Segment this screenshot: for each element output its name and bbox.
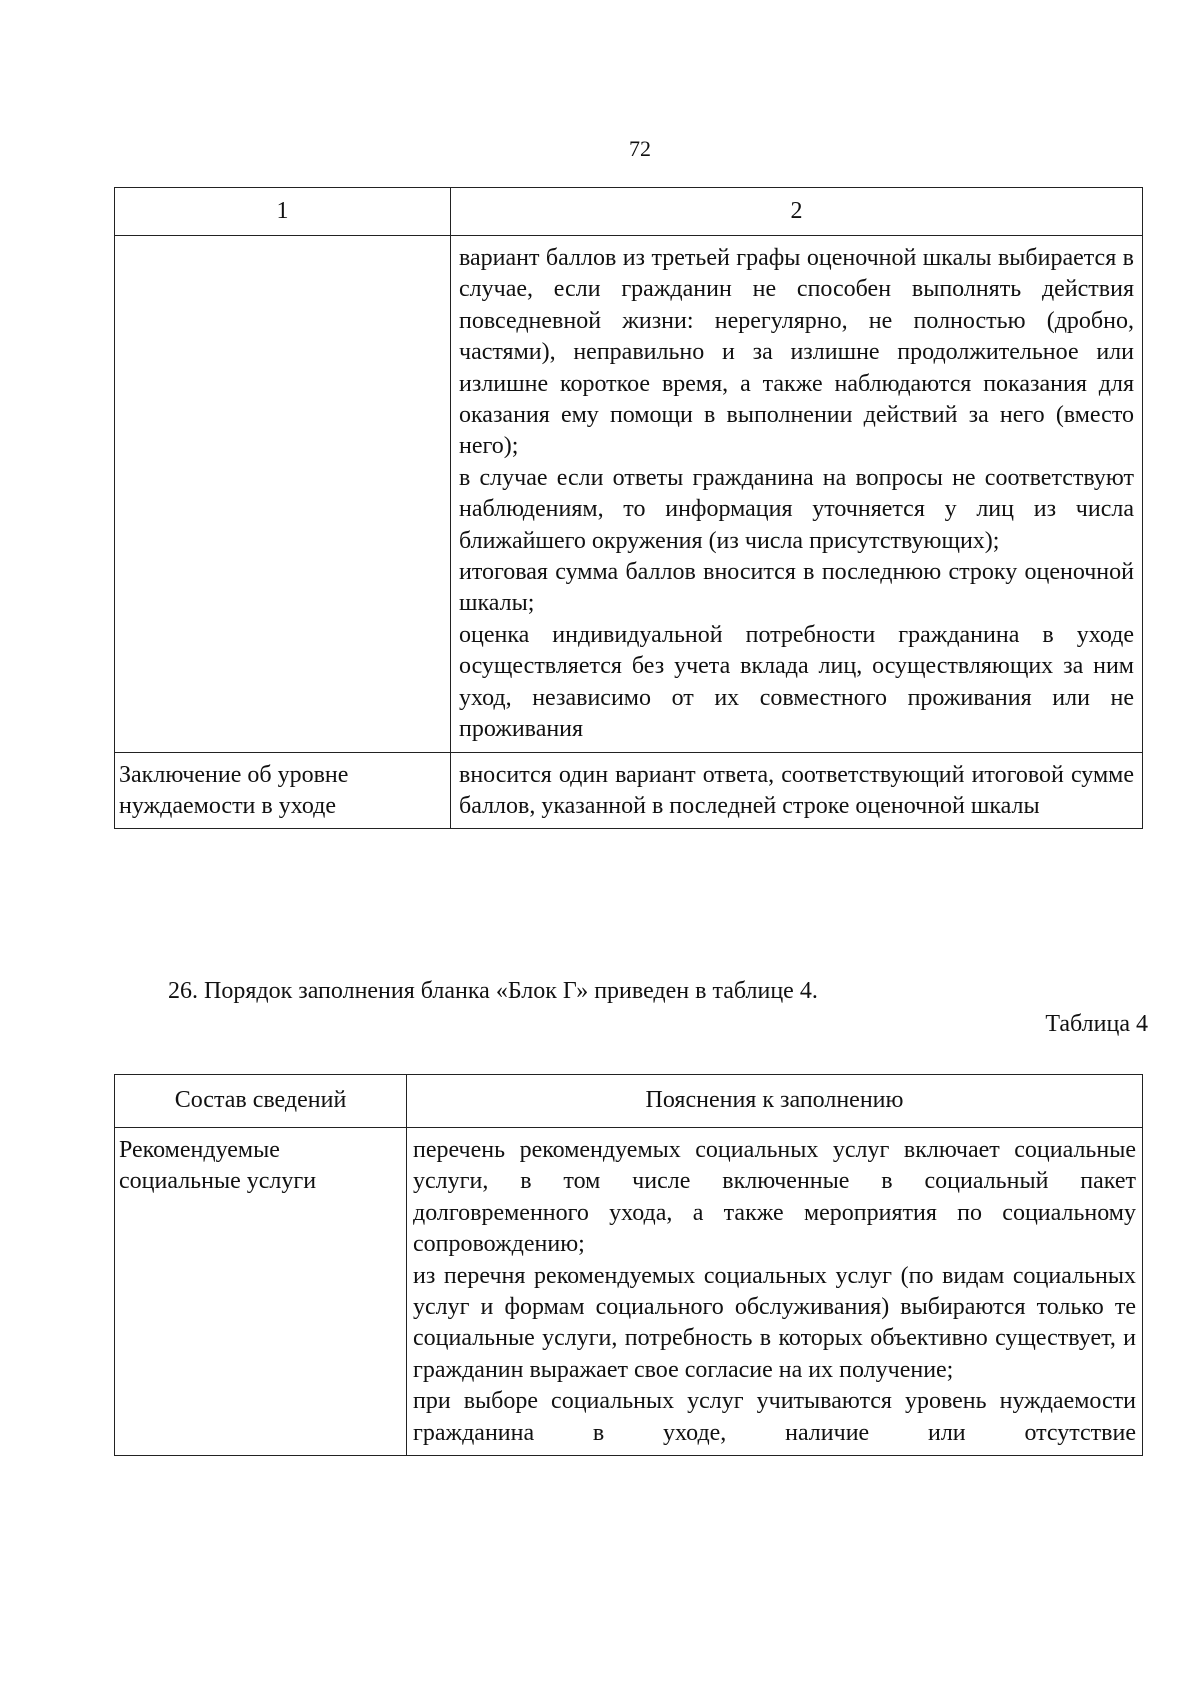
column-header-explanations: Пояснения к заполнению — [407, 1075, 1143, 1128]
explanation-paragraph: при выборе социальных услуг учитываются уровень нуждаемости гражданина в уходе, наличие или отсутствие — [413, 1388, 1136, 1446]
row-label: Рекомендуемые социальные услуги — [115, 1128, 407, 1456]
table-4 — [114, 1074, 1143, 1456]
explanation-paragraph: вносится один вариант ответа, соответствующий итоговой сумме баллов, указанной в последней строке оценочной шкалы — [459, 761, 1134, 819]
row-explanation — [451, 236, 1143, 753]
table-row — [115, 1128, 1143, 1456]
column-header-composition: Состав сведений — [115, 1075, 407, 1128]
column-number-2: 2 — [451, 188, 1143, 236]
page-number: 72 — [629, 136, 651, 161]
table-3-continuation — [114, 187, 1143, 829]
section-paragraph: 26. Порядок заполнения бланка «Блок Г» приведен в таблице 4. — [168, 978, 818, 1004]
row-explanation — [407, 1128, 1143, 1456]
table-header-row — [115, 188, 1143, 236]
explanation-paragraph: перечень рекомендуемых социальных услуг включает социальные услуги, в том числе включенные в социальный пакет долговременного ухода, а также мероприятия по социальному сопровождению; — [413, 1137, 1136, 1258]
row-label — [115, 236, 451, 753]
table-row — [115, 752, 1143, 829]
explanation-paragraph: вариант баллов из третьей графы оценочной шкалы выбирается в случае, если гражданин не способен выполнять действия повседневной жизни: нерегулярно, не полностью (дробно, частями), неправильно и за излишне продолжительное или излишне короткое время, а также наблюдаются показания для оказания ему помощи в выполнении действий за него (вместо него); — [459, 245, 1134, 460]
row-label: Заключение об уровне нуждаемости в уходе — [115, 752, 451, 829]
explanation-paragraph: оценка индивидуальной потребности гражданина в уходе осуществляется без учета вклада лиц, осуществляющих за ним уход, независимо от их совместного проживания или не проживания — [459, 621, 1134, 743]
table-row — [115, 236, 1143, 753]
table-caption: Таблица 4 — [1045, 1011, 1148, 1037]
explanation-paragraph: итоговая сумма баллов вносится в последнюю строку оценочной шкалы; — [459, 559, 1134, 617]
column-number-1: 1 — [115, 188, 451, 236]
explanation-paragraph: в случае если ответы гражданина на вопросы не соответствуют наблюдениям, то информация уточняется у лиц из числа ближайшего окружения (из числа присутствующих); — [459, 464, 1134, 554]
table-header-row — [115, 1075, 1143, 1128]
explanation-paragraph: из перечня рекомендуемых социальных услуг (по видам социальных услуг и формам социального обслуживания) выбираются только те социальные услуги, потребность в которых объективно существует, и гражданин выражает свое согласие на их получение; — [413, 1262, 1136, 1383]
row-explanation — [451, 752, 1143, 829]
